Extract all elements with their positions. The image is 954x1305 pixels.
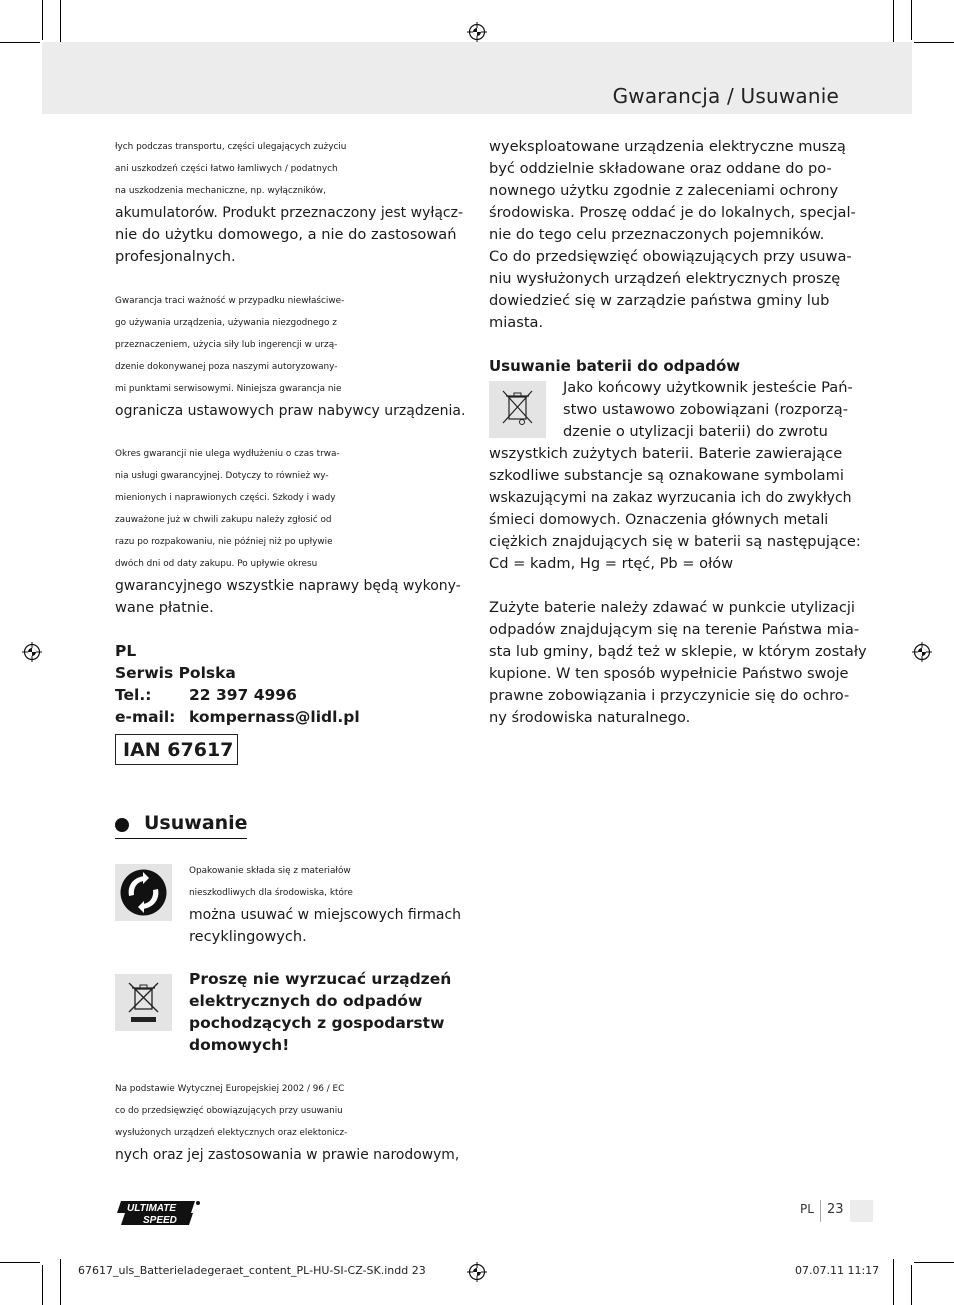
- disposal-paragraph-1: [489, 136, 856, 334]
- text-line: nie do użytku domowego, a nie do zastosowań: [115, 226, 457, 243]
- warranty-paragraph-2: [115, 290, 465, 422]
- text-line: ciężkich znajdujących się w baterii są następujące:: [489, 533, 861, 550]
- footer-divider: [820, 1200, 821, 1222]
- crop-mark: [893, 1259, 894, 1305]
- crop-mark: [60, 0, 61, 46]
- text-line: Cd = kadm, Hg = rtęć, Pb = ołów: [489, 555, 734, 572]
- text-line: miasta.: [489, 314, 544, 331]
- text-line: być oddzielnie składowane oraz oddane do po-: [489, 160, 832, 177]
- packaging-paragraph: [189, 860, 461, 948]
- crop-mark: [914, 1262, 954, 1263]
- phone-label: Tel.:: [115, 686, 152, 704]
- text-line: dzenie o utylizacji baterii) do zwrotu: [563, 423, 828, 440]
- text-line: zauważone już w chwili zakupu należy zgłosić od: [115, 515, 332, 525]
- text-line: ogranicza ustawowych praw nabywcy urządzenia.: [115, 403, 466, 419]
- text-line: wszystkich zużytych baterii. Baterie zawierające: [489, 445, 843, 462]
- recycling-symbol-box: [115, 864, 172, 921]
- brand-logo: [115, 1199, 201, 1227]
- text-line: środowiska. Proszę oddać je do lokalnych, specjal-: [489, 204, 856, 221]
- text-line: Okres gwarancji nie ulega wydłużeniu o czas trwa-: [115, 449, 340, 459]
- battery-heading: Usuwanie baterii do odpadów: [489, 357, 741, 375]
- crop-mark: [0, 1262, 40, 1263]
- text-line: dowiedzieć się w zarządzie państwa gminy lub: [489, 292, 830, 309]
- phone-value: 22 397 4996: [189, 686, 297, 704]
- text-line: łych podczas transportu, części ulegających zużyciu: [115, 142, 347, 152]
- text-line: wane płatnie.: [115, 599, 214, 616]
- crop-mark: [893, 0, 894, 46]
- text-line: wyeksploatowane urządzenia elektryczne muszą: [489, 138, 846, 155]
- text-line: stwo ustawowo zobowiązani (rozporzą-: [563, 401, 848, 418]
- warranty-paragraph-1: [115, 136, 463, 268]
- service-country: PL: [115, 642, 137, 660]
- text-line: recyklingowych.: [189, 928, 307, 945]
- crop-mark: [0, 42, 40, 43]
- crossed-out-battery-bin-icon: [489, 381, 546, 438]
- brand-line-1: ULTIMATE: [127, 1203, 177, 1214]
- crop-mark: [914, 42, 954, 43]
- text-line: kupione. W ten sposób wypełnicie Państwo swoje: [489, 665, 849, 682]
- email-label: e-mail:: [115, 708, 176, 726]
- registration-mark-icon: [467, 1262, 487, 1282]
- text-line: Proszę nie wyrzucać urządzeń: [189, 970, 452, 988]
- text-line: nownego użytku zgodnie z zaleceniami ochrony: [489, 182, 839, 199]
- registration-mark-icon: [22, 642, 42, 662]
- text-line: ny środowiska naturalnego.: [489, 709, 691, 726]
- text-line: przeznaczeniem, użycia siły lub ingerencji w urzą-: [115, 340, 338, 350]
- warranty-paragraph-3: [115, 443, 461, 619]
- text-line: Na podstawie Wytycznej Europejskiej 2002 / 96 / EC: [115, 1084, 345, 1094]
- text-line: nie do tego celu przeznaczonych pojemników.: [489, 226, 825, 243]
- crossed-out-bin-icon: [115, 974, 172, 1031]
- green-dot-recycling-icon: [115, 864, 172, 921]
- text-line: szkodliwe substancje są oznakowane symbolami: [489, 467, 844, 484]
- text-line: Zużyte baterie należy zdawać w punkcie utylizacji: [489, 599, 855, 616]
- crop-mark: [42, 0, 43, 40]
- text-line: co do przedsięwzięć obowiązujących przy usuwaniu: [115, 1106, 343, 1116]
- battery-weee-symbol-box: [489, 381, 546, 438]
- text-line: gwarancyjnego wszystkie naprawy będą wykony-: [115, 578, 461, 594]
- text-line: można usuwać w miejscowych firmach: [189, 907, 462, 923]
- page-number: 23: [827, 1202, 844, 1217]
- crop-mark: [60, 1259, 61, 1305]
- section-title: Usuwanie: [144, 812, 248, 834]
- crop-mark: [911, 1265, 912, 1305]
- text-line: pochodzących z gospodarstw: [189, 1014, 445, 1032]
- language-code: PL: [800, 1202, 814, 1216]
- text-line: Gwarancja traci ważność w przypadku niewłaściwe-: [115, 296, 345, 306]
- registration-mark-icon: [912, 642, 932, 662]
- brand-line-2: SPEED: [143, 1215, 177, 1226]
- text-line: niu wysłużonych urządzeń elektrycznych proszę: [489, 270, 841, 287]
- page-tab: [850, 1200, 873, 1222]
- text-line: na uszkodzenia mechaniczne, np. wyłączników,: [115, 186, 326, 196]
- text-line: mienionych i naprawionych części. Szkody i wady: [115, 493, 336, 503]
- directive-paragraph: [115, 1078, 459, 1166]
- battery-paragraph-full: [489, 443, 861, 575]
- text-line: dwóch dni od daty zakupu. Po upływie okresu: [115, 559, 318, 569]
- bullet-icon: [115, 818, 129, 832]
- slug-filename: 67617_uls_Batterieladegeraet_content_PL-HU-SI-CZ-SK.indd 23: [78, 1264, 426, 1277]
- text-line: mi punktami serwisowymi. Niniejsza gwarancja nie: [115, 384, 342, 394]
- crop-mark: [42, 1265, 43, 1305]
- slug-datetime: 07.07.11 11:17: [795, 1264, 880, 1277]
- weee-symbol-box: [115, 974, 172, 1031]
- battery-return-paragraph: [489, 597, 867, 729]
- text-line: dzenie dokonywanej poza naszymi autoryzowany-: [115, 362, 338, 372]
- service-email-row: [115, 706, 360, 728]
- text-line: wskazującymi na zakaz wyrzucania ich do zwykłych: [489, 490, 852, 506]
- appliance-warning: [189, 968, 451, 1056]
- email-value: kompernass@lidl.pl: [189, 708, 360, 726]
- text-line: śmieci domowych. Oznaczenia głównych metali: [489, 512, 829, 528]
- service-name: Serwis Polska: [115, 664, 236, 682]
- text-line: domowych!: [189, 1036, 290, 1054]
- text-line: Co do przedsięwzięć obowiązujących przy usuwa-: [489, 248, 852, 265]
- text-line: nych oraz jej zastosowania w prawie narodowym,: [115, 1147, 460, 1163]
- text-line: elektrycznych do odpadów: [189, 992, 423, 1010]
- text-line: akumulatorów. Produkt przeznaczony jest wyłącz-: [115, 205, 464, 221]
- text-line: prawne zobowiązania i przyczynicie się do ochro-: [489, 687, 850, 704]
- registration-mark-icon: [467, 22, 487, 42]
- text-line: nieszkodliwych dla środowiska, które: [189, 888, 353, 898]
- text-line: ani uszkodzeń części łatwo łamliwych / podatnych: [115, 164, 338, 174]
- ian-number-box: IAN 67617: [115, 734, 238, 765]
- crop-mark: [911, 0, 912, 40]
- text-line: razu po rozpakowaniu, nie później niż po upływie: [115, 537, 333, 547]
- text-line: Opakowanie składa się z materiałów: [189, 866, 351, 876]
- service-phone-row: [115, 684, 360, 706]
- text-line: wysłużonych urządzeń elektycznych oraz elektonicz-: [115, 1128, 348, 1138]
- text-line: nia usługi gwarancyjnej. Dotyczy to również wy-: [115, 471, 329, 481]
- text-line: Jako końcowy użytkownik jesteście Pań-: [563, 379, 853, 396]
- text-line: sta lub gminy, bądź też w sklepie, w którym zostały: [489, 643, 867, 660]
- text-line: odpadów znajdującym się na terenie Państwa mia-: [489, 621, 860, 638]
- section-underline: [115, 838, 247, 839]
- text-line: go używania urządzenia, używania niezgodnego z: [115, 318, 337, 328]
- service-contact: [115, 640, 360, 728]
- battery-paragraph-indented: [563, 377, 853, 443]
- text-line: profesjonalnych.: [115, 248, 236, 265]
- page-title: Gwarancja / Usuwanie: [612, 84, 839, 108]
- ultimate-speed-logo-icon: [115, 1199, 201, 1227]
